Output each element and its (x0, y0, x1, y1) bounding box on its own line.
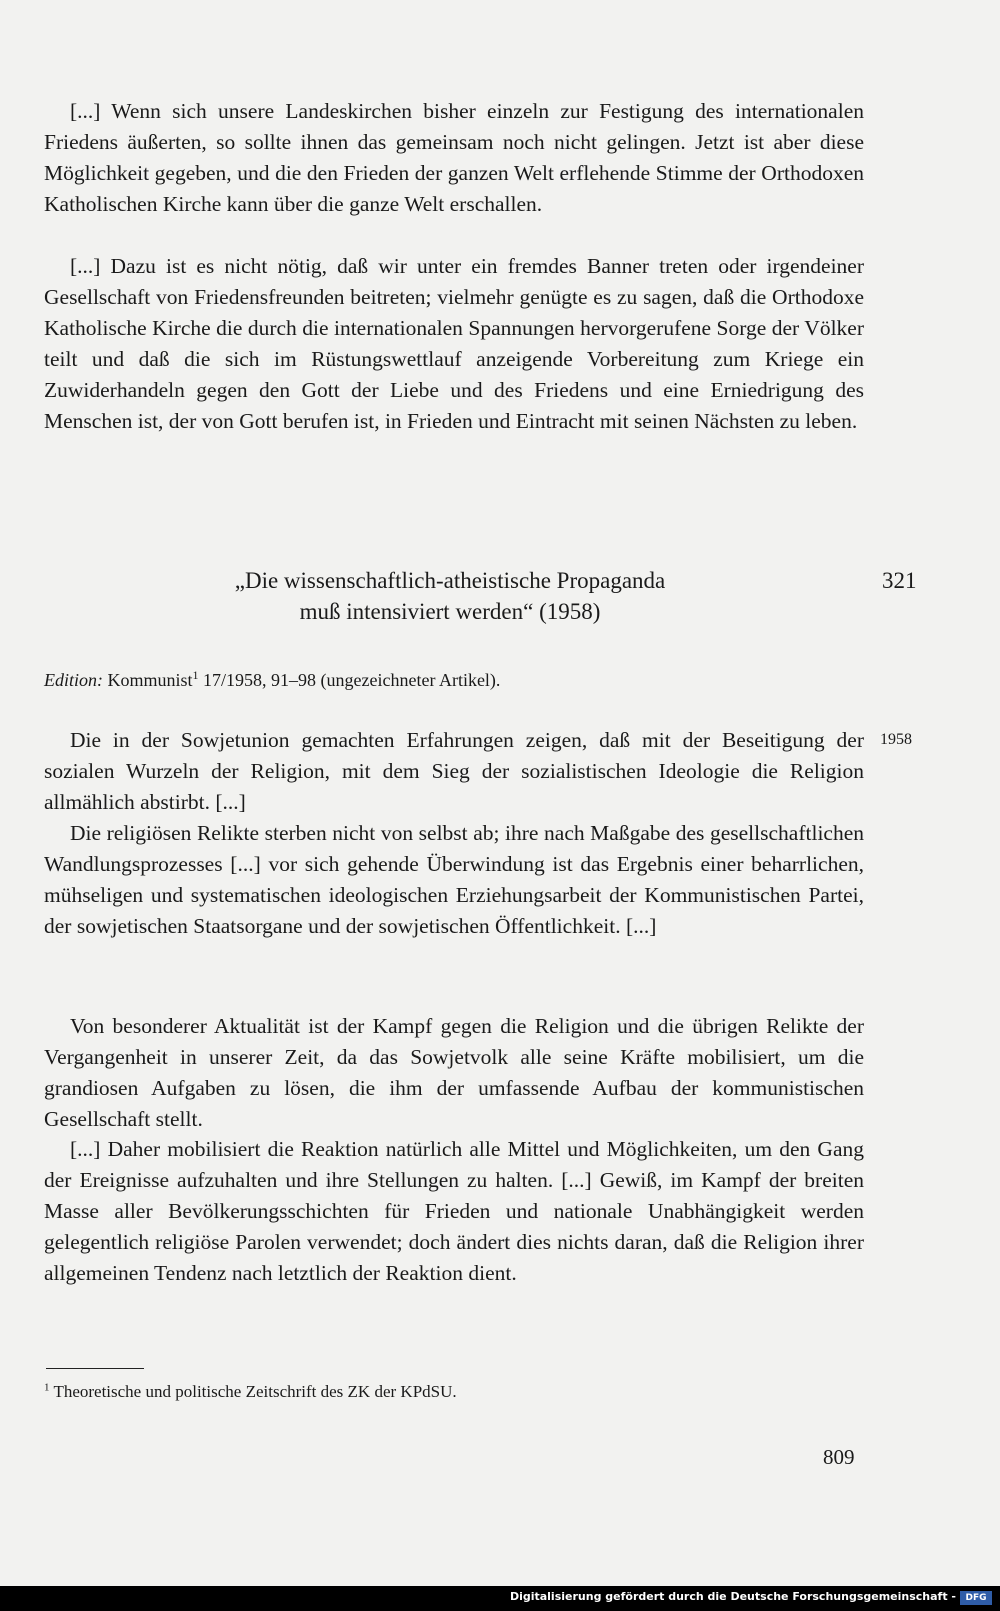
paragraph-continuation-1: [...] Wenn sich unsere Landeskirchen bisher einzeln zur Festigung des internationalen Friedens äußerten, so sollte ihnen das gemeinsam noch nicht gelingen. Jetzt ist aber diese Möglichkeit gegeben, und die den Frieden der ganzen Welt erflehende Stimme der Orthodoxen Katholischen Kirche kann über die ganze Welt erschallen. (44, 99, 864, 216)
page-number: 809 (823, 1445, 855, 1469)
edition-note (44, 668, 864, 692)
paragraph-4: [...] Daher mobilisiert die Reaktion natürlich alle Mittel und Möglichkeiten, um den Gang der Ereignisse aufzuhalten und ihre Stellungen zu halten. [...] Gewiß, im Kampf der breiten Masse aller Bevölkerungsschichten für Frieden und nationale Unabhängigkeit werden gelegentlich religiöse Parolen verwendet; doch ändert dies nichts daran, daß die Religion ihrer allgemeinen Tendenz nach letztlich der Reaktion dient. (44, 1137, 864, 1285)
edition-source: Kommunist (107, 670, 193, 690)
paragraph-continuation-2: [...] Dazu ist es nicht nötig, daß wir unter ein fremdes Banner treten oder irgendeiner Gesellschaft von Friedensfreunden beitreten; vielmehr genügte es zu sagen, daß die Orthodoxe Katholische Kirche die durch die internationalen Spannungen hervorgerufene Sorge der Völker teilt und daß die sich im Rüstungswettlauf anzeigende Vorbereitung zum Kriege ein Zuwiderhandeln gegen den Gott der Liebe und des Friedens und eine Erniedrigung des Menschen ist, der von Gott berufen ist, in Frieden und Eintracht mit seinen Nächsten zu leben. (44, 254, 864, 433)
document-number: 321 (882, 568, 917, 593)
paragraph-3: Von besonderer Aktualität ist der Kampf gegen die Religion und die übrigen Relikte der Vergangenheit in unserer Zeit, da das Sowjetvolk alle seine Kräfte mobilisiert, um die grandiosen Aufgaben zu lösen, die ihm der umfassende Aufbau der kommunistischen Gesellschaft stellt. (44, 1014, 864, 1131)
footnote-divider (46, 1368, 144, 1369)
year-margin-marker: 1958 (880, 731, 912, 748)
document-title-line-2: muß intensiviert werden“ (1958) (299, 599, 601, 624)
paragraph-1: Die in der Sowjetunion gemachten Erfahrungen zeigen, daß mit der Beseitigung der sozialen Wurzeln der Religion, mit dem Sieg der sozialistischen Ideologie die Religion allmählich abstirbt. [...] (44, 728, 864, 814)
edition-label: Edition: (44, 670, 103, 690)
document-title (100, 565, 800, 627)
footnote-text: Theoretische und politische Zeitschrift des ZK der KPdSU. (49, 1382, 457, 1401)
footnote-reference: 1 (192, 668, 199, 682)
footer-credit: Digitalisierung gefördert durch die Deutsche Forschungsgemeinschaft - (509, 1590, 956, 1603)
paragraph-2: Die religiösen Relikte sterben nicht von selbst ab; ihre nach Maßgabe des gesellschaftlichen Wandlungsprozesses [...] vor sich gehende Überwindung ist das Ergebnis einer beharrlichen, mühseligen und systematischen ideologischen Erziehungsarbeit der Kommunistischen Partei, der sowjetischen Staatsorgane und der sowjetischen Öffentlichkeit. [...] (44, 821, 864, 938)
digitization-footer (0, 1586, 1000, 1611)
footnote-marker: 1 (44, 1381, 50, 1394)
footnote (44, 1380, 864, 1404)
dfg-logo: DFG (960, 1591, 992, 1605)
document-title-line-1: „Die wissenschaftlich-atheistische Propaganda (234, 568, 666, 593)
edition-details: 17/1958, 91–98 (ungezeichneter Artikel). (198, 670, 501, 690)
